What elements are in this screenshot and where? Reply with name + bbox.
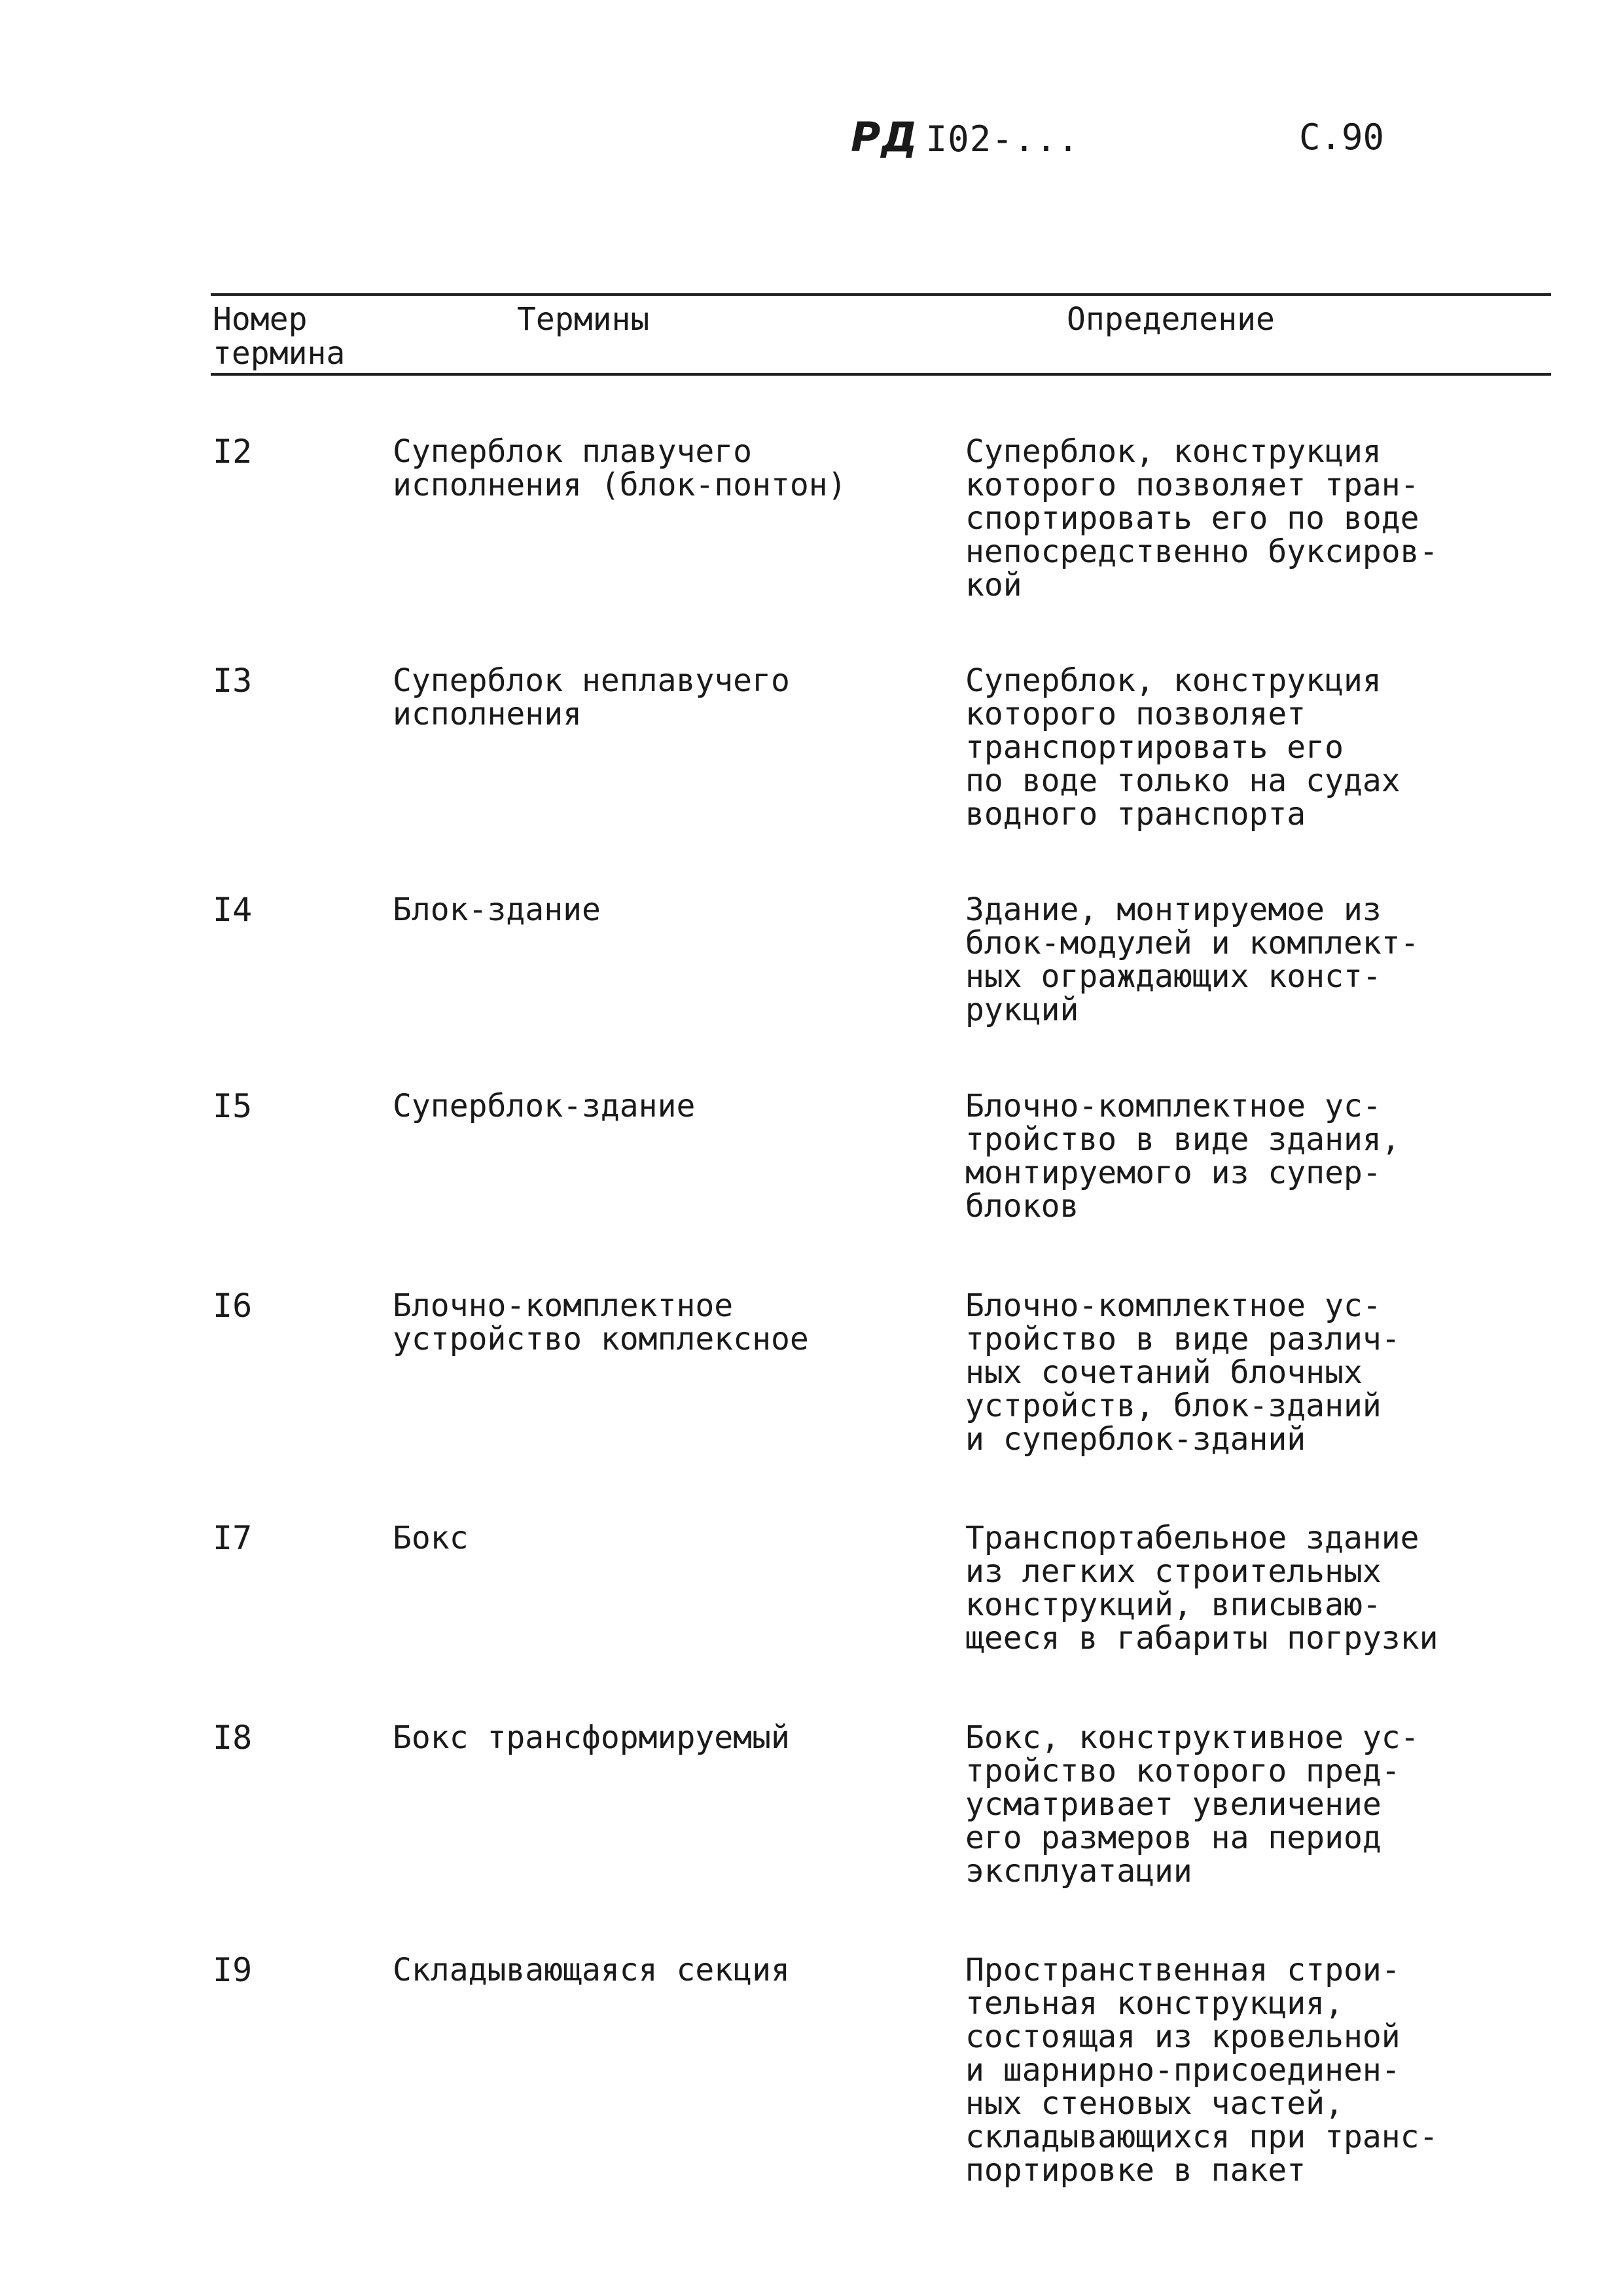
- document-number: I02-...: [925, 118, 1080, 160]
- term-definition: Пространственная строи- тельная конструкция, состоящая из кровельной и шарнирно-присоединен- ных стеновых частей, складывающихся при транс- портировке в пакет: [965, 1952, 1438, 2189]
- term-number: I5: [213, 1087, 253, 1125]
- term-definition: Транспортабельное здание из легких строительных конструкций, вписываю- щееся в габариты погрузки: [965, 1520, 1438, 1657]
- column-header-terms: Термины: [517, 301, 650, 338]
- term-definition: Бокс, конструктивное ус- тройство которого пред- усматривает увеличение его размеров на период эксплуатации: [965, 1719, 1419, 1890]
- page-number: С.90: [1299, 117, 1385, 158]
- column-header-number: Номер термина: [213, 301, 346, 372]
- term-definition: Блочно-комплектное ус- тройство в виде здания, монтируемого из супер- блоков: [965, 1088, 1400, 1225]
- term-name: Блок-здание: [393, 891, 601, 928]
- column-header-definition: Определение: [1067, 301, 1275, 338]
- document-prefix: РД: [851, 113, 918, 161]
- term-name: Суперблок-здание: [393, 1088, 696, 1124]
- term-number: I7: [213, 1519, 253, 1557]
- term-number: I3: [213, 662, 253, 700]
- term-definition: Здание, монтируемое из блок-модулей и комплект- ных ограждающих конст- рукций: [965, 891, 1419, 1028]
- term-name: Суперблок неплавучего исполнения: [393, 662, 790, 732]
- table-header-rule: [211, 373, 1551, 376]
- term-definition: Суперблок, конструкция которого позволяет тран- спортировать его по воде непосредственно буксиров- кой: [965, 433, 1438, 603]
- term-number: I6: [213, 1287, 253, 1325]
- term-number: I8: [213, 1719, 253, 1757]
- term-name: Бокс трансформируемый: [393, 1719, 790, 1756]
- document-code: [851, 111, 1079, 166]
- term-number: I4: [213, 891, 253, 929]
- table-top-rule: [211, 293, 1551, 296]
- page-header: [0, 111, 1623, 170]
- term-number: I2: [213, 433, 253, 471]
- term-name: Суперблок плавучего исполнения (блок-понтон): [393, 433, 847, 503]
- term-definition: Блочно-комплектное ус- тройство в виде различ- ных сочетаний блочных устройств, блок-зданий и суперблок-зданий: [965, 1287, 1400, 1458]
- term-definition: Суперблок, конструкция которого позволяет транспортировать его по воде только на судах водного транспорта: [965, 662, 1400, 833]
- term-name: Складывающаяся секция: [393, 1952, 790, 1988]
- term-name: Бокс: [393, 1520, 469, 1556]
- term-name: Блочно-комплектное устройство комплексное: [393, 1287, 809, 1357]
- term-number: I9: [213, 1951, 253, 1989]
